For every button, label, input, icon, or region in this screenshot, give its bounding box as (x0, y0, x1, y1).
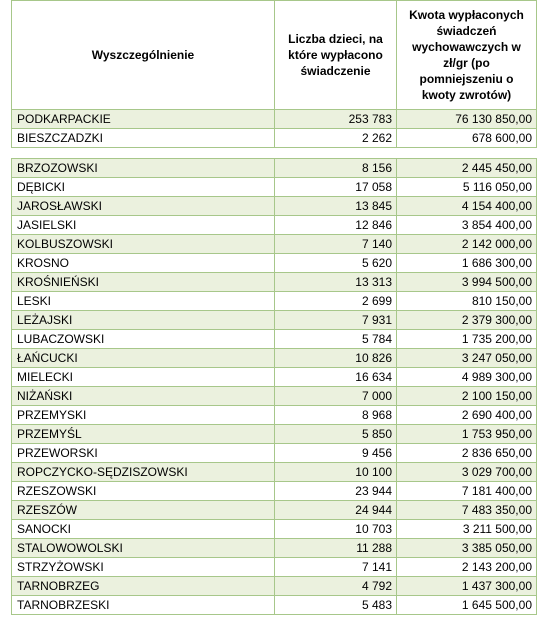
table-row (12, 110, 537, 129)
table-row (12, 349, 537, 368)
table-row (12, 273, 537, 292)
amount-cell: 3 854 400,00 (397, 216, 537, 235)
region-name-cell: RZESZOWSKI (12, 482, 275, 501)
children-count-cell: 17 058 (275, 178, 397, 197)
amount-cell: 2 143 200,00 (397, 558, 537, 577)
table-row (12, 501, 537, 520)
amount-cell: 7 181 400,00 (397, 482, 537, 501)
amount-cell: 810 150,00 (397, 292, 537, 311)
amount-cell: 678 600,00 (397, 129, 537, 148)
benefits-table (11, 0, 537, 615)
children-count-cell: 12 846 (275, 216, 397, 235)
region-name-cell: JAROSŁAWSKI (12, 197, 275, 216)
table-row (12, 292, 537, 311)
table-row (12, 596, 537, 615)
header-name: Wyszczególnienie (12, 1, 275, 110)
children-count-cell: 10 100 (275, 463, 397, 482)
table-row (12, 129, 537, 148)
region-name-cell: MIELECKI (12, 368, 275, 387)
children-count-cell: 7 140 (275, 235, 397, 254)
children-count-cell: 10 826 (275, 349, 397, 368)
children-count-cell: 2 699 (275, 292, 397, 311)
children-count-cell: 253 783 (275, 110, 397, 129)
table-row (12, 520, 537, 539)
amount-cell: 1 437 300,00 (397, 577, 537, 596)
children-count-cell: 7 141 (275, 558, 397, 577)
table-row (12, 387, 537, 406)
amount-cell: 4 154 400,00 (397, 197, 537, 216)
amount-cell: 3 385 050,00 (397, 539, 537, 558)
children-count-cell: 11 288 (275, 539, 397, 558)
amount-cell: 2 100 150,00 (397, 387, 537, 406)
amount-cell: 2 379 300,00 (397, 311, 537, 330)
table-row (12, 330, 537, 349)
table-row (12, 159, 537, 178)
amount-cell: 3 247 050,00 (397, 349, 537, 368)
table-row (12, 482, 537, 501)
table-row (12, 235, 537, 254)
gap-cell (12, 148, 275, 159)
table-gap-row (12, 148, 537, 159)
table-row (12, 444, 537, 463)
region-name-cell: LUBACZOWSKI (12, 330, 275, 349)
table-row (12, 197, 537, 216)
header-children-count: Liczba dzieci, na które wypłacono świadczenie (275, 1, 397, 110)
region-name-cell: SANOCKI (12, 520, 275, 539)
amount-cell: 7 483 350,00 (397, 501, 537, 520)
table-row (12, 178, 537, 197)
children-count-cell: 5 483 (275, 596, 397, 615)
region-name-cell: LEŻAJSKI (12, 311, 275, 330)
region-name-cell: ROPCZYCKO-SĘDZISZOWSKI (12, 463, 275, 482)
children-count-cell: 23 944 (275, 482, 397, 501)
amount-cell: 2 445 450,00 (397, 159, 537, 178)
amount-cell: 1 645 500,00 (397, 596, 537, 615)
table-row (12, 311, 537, 330)
region-name-cell: KROŚNIEŃSKI (12, 273, 275, 292)
children-count-cell: 5 850 (275, 425, 397, 444)
children-count-cell: 7 931 (275, 311, 397, 330)
children-count-cell: 4 792 (275, 577, 397, 596)
children-count-cell: 2 262 (275, 129, 397, 148)
region-name-cell: NIŻAŃSKI (12, 387, 275, 406)
region-name-cell: STALOWOWOLSKI (12, 539, 275, 558)
amount-cell: 4 989 300,00 (397, 368, 537, 387)
children-count-cell: 16 634 (275, 368, 397, 387)
table-row (12, 558, 537, 577)
amount-cell: 76 130 850,00 (397, 110, 537, 129)
children-count-cell: 13 313 (275, 273, 397, 292)
gap-cell (275, 148, 397, 159)
region-name-cell: PRZEMYSKI (12, 406, 275, 425)
region-name-cell: LESKI (12, 292, 275, 311)
amount-cell: 2 690 400,00 (397, 406, 537, 425)
children-count-cell: 5 784 (275, 330, 397, 349)
region-name-cell: TARNOBRZESKI (12, 596, 275, 615)
amount-cell: 2 836 650,00 (397, 444, 537, 463)
region-name-cell: KOLBUSZOWSKI (12, 235, 275, 254)
amount-cell: 3 994 500,00 (397, 273, 537, 292)
region-name-cell: TARNOBRZEG (12, 577, 275, 596)
children-count-cell: 7 000 (275, 387, 397, 406)
region-name-cell: KROSNO (12, 254, 275, 273)
children-count-cell: 10 703 (275, 520, 397, 539)
amount-cell: 1 753 950,00 (397, 425, 537, 444)
region-name-cell: PRZEWORSKI (12, 444, 275, 463)
amount-cell: 1 686 300,00 (397, 254, 537, 273)
table-row (12, 539, 537, 558)
header-amount: Kwota wypłaconych świadczeń wychowawczych w zł/gr (po pomniejszeniu o kwoty zwrotów) (397, 1, 537, 110)
region-name-cell: RZESZÓW (12, 501, 275, 520)
amount-cell: 3 029 700,00 (397, 463, 537, 482)
table-row (12, 577, 537, 596)
region-name-cell: ŁAŃCUCKI (12, 349, 275, 368)
children-count-cell: 24 944 (275, 501, 397, 520)
gap-cell (397, 148, 537, 159)
amount-cell: 2 142 000,00 (397, 235, 537, 254)
table-row (12, 406, 537, 425)
region-name-cell: BIESZCZADZKI (12, 129, 275, 148)
table-row (12, 254, 537, 273)
region-name-cell: BRZOZOWSKI (12, 159, 275, 178)
amount-cell: 5 116 050,00 (397, 178, 537, 197)
table-row (12, 368, 537, 387)
table-header-row (12, 1, 537, 110)
table-row (12, 463, 537, 482)
region-name-cell: DĘBICKI (12, 178, 275, 197)
children-count-cell: 13 845 (275, 197, 397, 216)
children-count-cell: 5 620 (275, 254, 397, 273)
region-name-cell: PRZEMYŚL (12, 425, 275, 444)
table-row (12, 216, 537, 235)
table-body (12, 110, 537, 615)
region-name-cell: STRZYŻOWSKI (12, 558, 275, 577)
region-name-cell: PODKARPACKIE (12, 110, 275, 129)
data-table-container (11, 0, 536, 615)
children-count-cell: 8 156 (275, 159, 397, 178)
region-name-cell: JASIELSKI (12, 216, 275, 235)
amount-cell: 3 211 500,00 (397, 520, 537, 539)
amount-cell: 1 735 200,00 (397, 330, 537, 349)
table-row (12, 425, 537, 444)
children-count-cell: 8 968 (275, 406, 397, 425)
children-count-cell: 9 456 (275, 444, 397, 463)
